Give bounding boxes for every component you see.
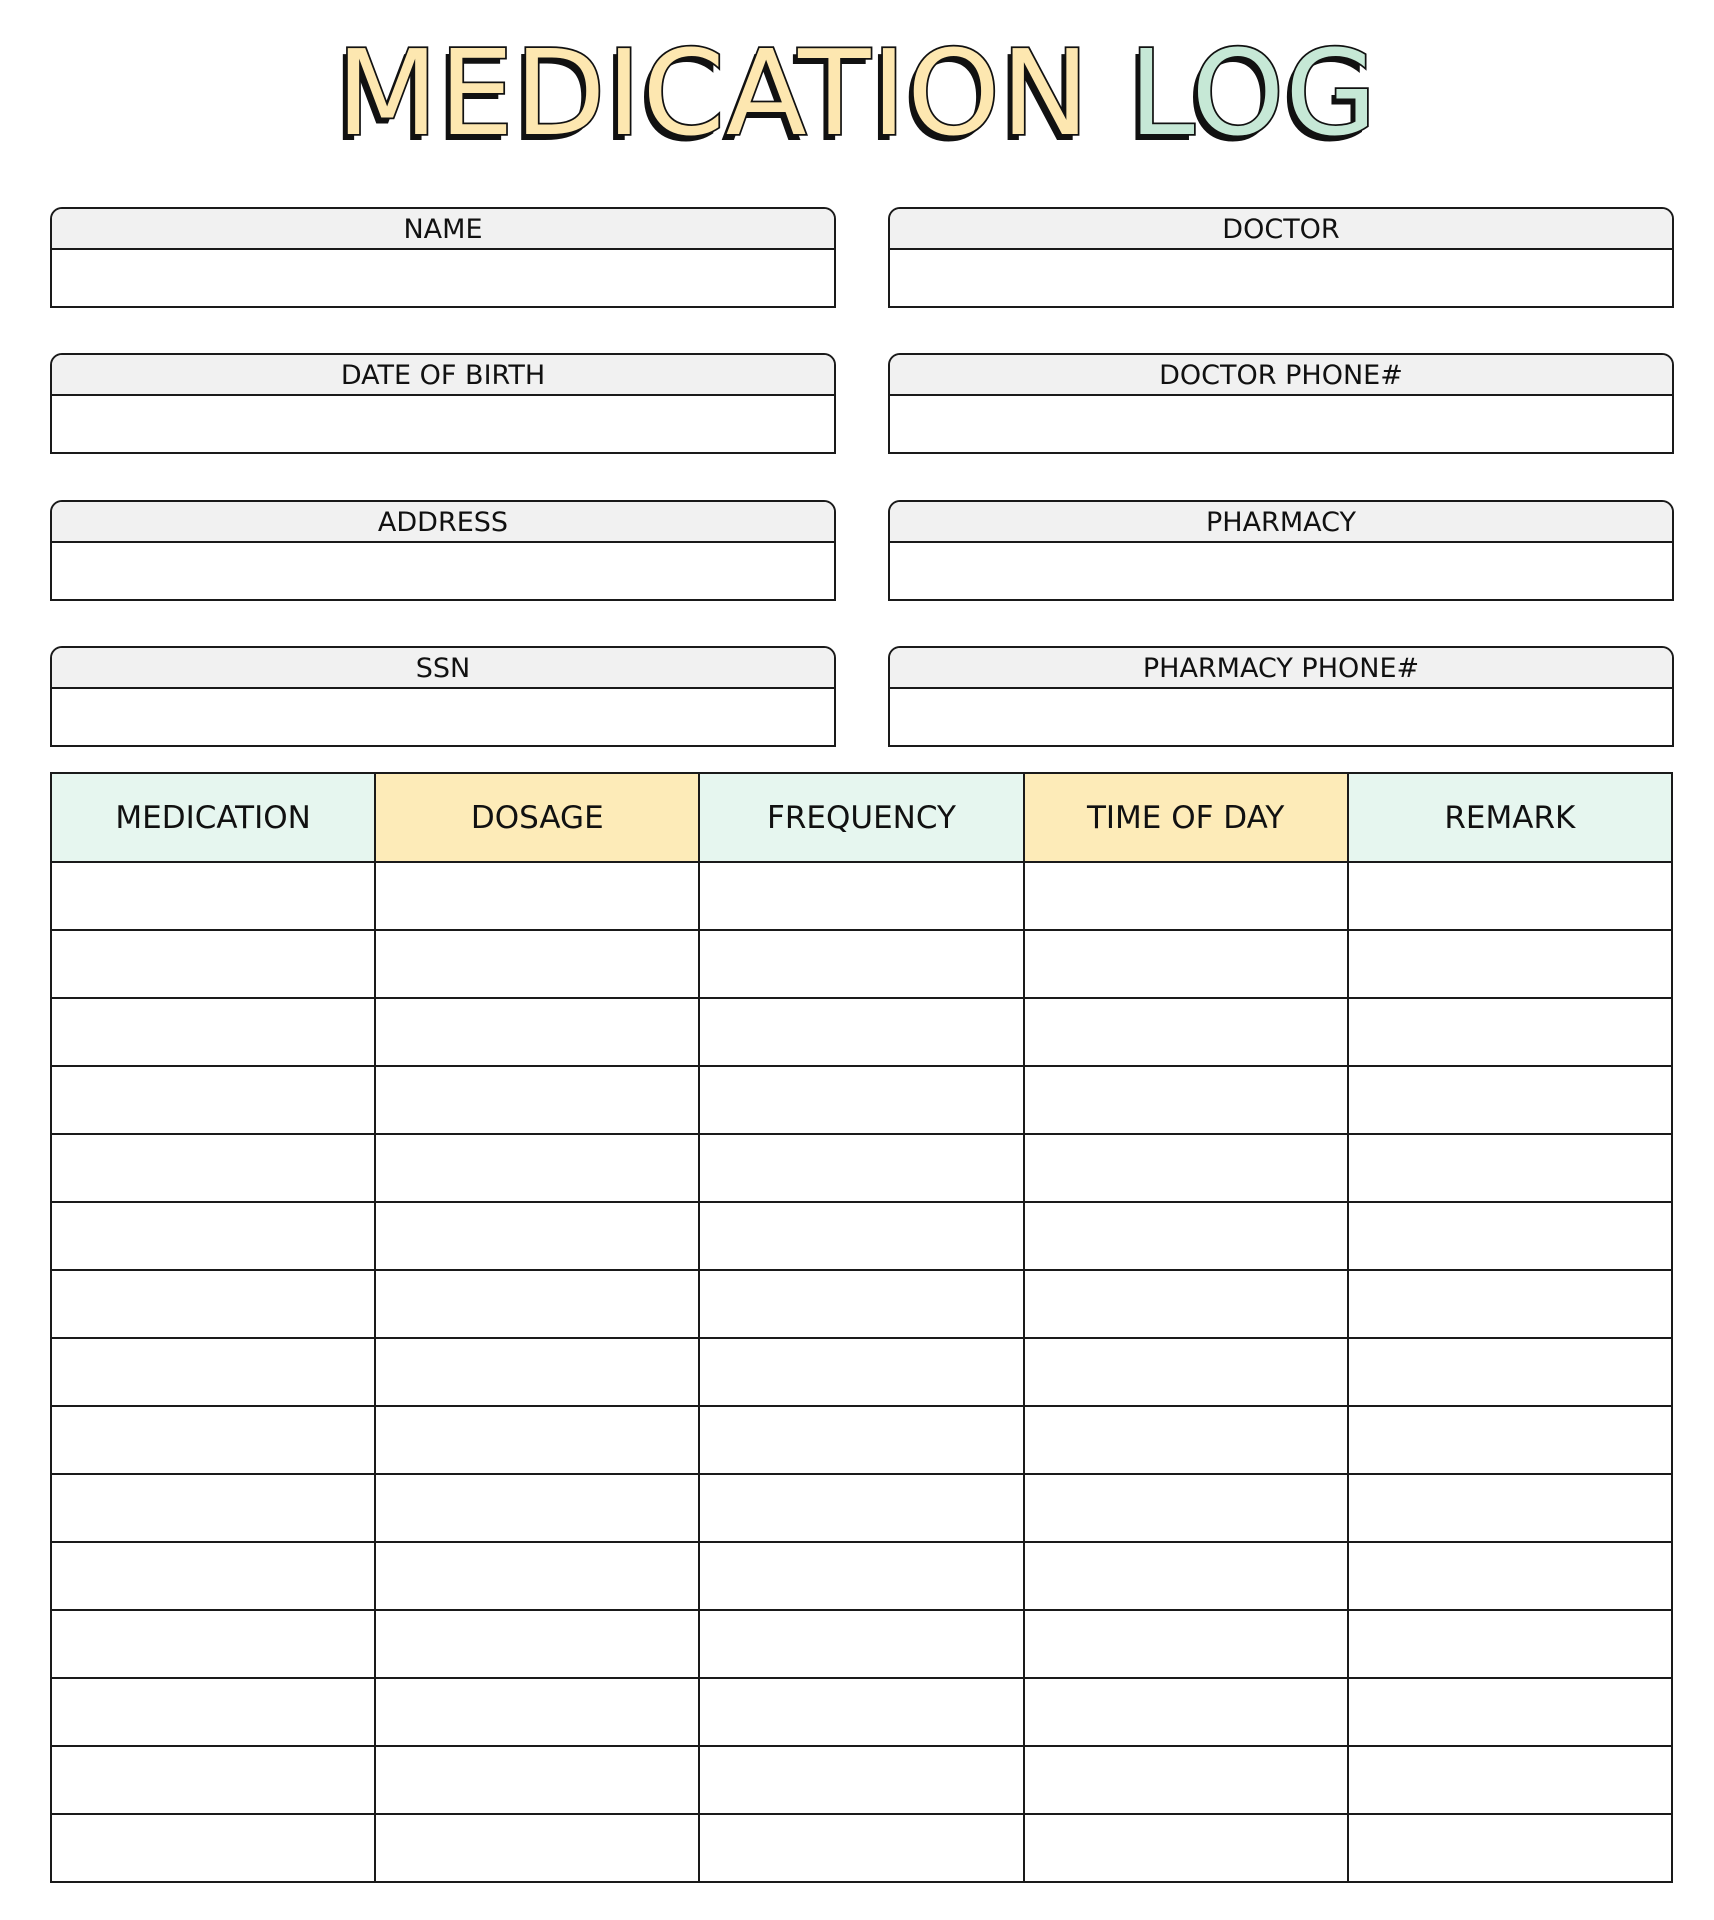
table-cell-dosage[interactable] <box>375 1406 699 1474</box>
table-cell-time-of-day[interactable] <box>1024 1610 1348 1678</box>
doctor-phone-field-label: DOCTOR PHONE# <box>890 355 1672 396</box>
table-cell-dosage[interactable] <box>375 1746 699 1814</box>
table-cell-medication[interactable] <box>51 1338 375 1406</box>
table-cell-frequency[interactable] <box>699 1814 1023 1882</box>
table-cell-dosage[interactable] <box>375 1474 699 1542</box>
ssn-field-label: SSN <box>52 648 834 689</box>
table-cell-frequency[interactable] <box>699 1746 1023 1814</box>
table-row <box>51 1610 1672 1678</box>
page-title-word-medication: MEDICATION <box>336 24 1091 162</box>
table-cell-time-of-day[interactable] <box>1024 1338 1348 1406</box>
table-cell-medication[interactable] <box>51 1746 375 1814</box>
table-cell-remark[interactable] <box>1348 1202 1672 1270</box>
table-cell-dosage[interactable] <box>375 1338 699 1406</box>
table-cell-frequency[interactable] <box>699 1542 1023 1610</box>
column-header-medication: MEDICATION <box>51 773 375 862</box>
table-cell-dosage[interactable] <box>375 998 699 1066</box>
table-cell-time-of-day[interactable] <box>1024 1134 1348 1202</box>
table-cell-dosage[interactable] <box>375 1134 699 1202</box>
table-cell-remark[interactable] <box>1348 862 1672 930</box>
table-row <box>51 1338 1672 1406</box>
medication-log-table <box>50 772 1673 1883</box>
table-row <box>51 1134 1672 1202</box>
address-field-label: ADDRESS <box>52 502 834 543</box>
table-cell-time-of-day[interactable] <box>1024 1542 1348 1610</box>
table-cell-medication[interactable] <box>51 1406 375 1474</box>
date-of-birth-input[interactable] <box>52 396 834 452</box>
doctor-field <box>888 207 1674 308</box>
table-cell-frequency[interactable] <box>699 1202 1023 1270</box>
table-cell-dosage[interactable] <box>375 1270 699 1338</box>
name-field <box>50 207 836 308</box>
table-cell-medication[interactable] <box>51 1610 375 1678</box>
date-of-birth-field <box>50 353 836 454</box>
pharmacy-phone-input[interactable] <box>890 689 1672 745</box>
pharmacy-field-label: PHARMACY <box>890 502 1672 543</box>
table-row <box>51 1678 1672 1746</box>
table-row <box>51 1746 1672 1814</box>
table-cell-remark[interactable] <box>1348 1134 1672 1202</box>
pharmacy-field <box>888 500 1674 601</box>
table-cell-medication[interactable] <box>51 862 375 930</box>
table-cell-dosage[interactable] <box>375 1066 699 1134</box>
table-cell-remark[interactable] <box>1348 1338 1672 1406</box>
table-cell-remark[interactable] <box>1348 1542 1672 1610</box>
date-of-birth-field-label: DATE OF BIRTH <box>52 355 834 396</box>
page-title-word-log: LOG <box>1128 24 1378 162</box>
table-cell-remark[interactable] <box>1348 1406 1672 1474</box>
table-cell-time-of-day[interactable] <box>1024 1814 1348 1882</box>
table-cell-remark[interactable] <box>1348 1746 1672 1814</box>
table-row <box>51 1814 1672 1882</box>
address-field <box>50 500 836 601</box>
table-body <box>51 862 1672 1882</box>
table-cell-frequency[interactable] <box>699 998 1023 1066</box>
column-header-frequency: FREQUENCY <box>699 773 1023 862</box>
table-cell-medication[interactable] <box>51 998 375 1066</box>
name-field-label: NAME <box>52 209 834 250</box>
table-cell-time-of-day[interactable] <box>1024 1746 1348 1814</box>
address-input[interactable] <box>52 543 834 599</box>
ssn-input[interactable] <box>52 689 834 745</box>
table-cell-frequency[interactable] <box>699 1270 1023 1338</box>
table-cell-time-of-day[interactable] <box>1024 862 1348 930</box>
table-cell-medication[interactable] <box>51 1542 375 1610</box>
table-cell-medication[interactable] <box>51 1134 375 1202</box>
table-cell-time-of-day[interactable] <box>1024 1406 1348 1474</box>
table-cell-time-of-day[interactable] <box>1024 1066 1348 1134</box>
table-cell-frequency[interactable] <box>699 1406 1023 1474</box>
table-cell-dosage[interactable] <box>375 1542 699 1610</box>
column-header-dosage: DOSAGE <box>375 773 699 862</box>
table-row <box>51 1202 1672 1270</box>
pharmacy-phone-field-label: PHARMACY PHONE# <box>890 648 1672 689</box>
table-cell-medication[interactable] <box>51 1678 375 1746</box>
table-cell-dosage[interactable] <box>375 930 699 998</box>
table-cell-remark[interactable] <box>1348 1270 1672 1338</box>
table-cell-frequency[interactable] <box>699 930 1023 998</box>
table-cell-frequency[interactable] <box>699 1610 1023 1678</box>
table-row <box>51 862 1672 930</box>
table-cell-medication[interactable] <box>51 930 375 998</box>
table-cell-remark[interactable] <box>1348 1678 1672 1746</box>
table-row <box>51 998 1672 1066</box>
doctor-input[interactable] <box>890 250 1672 306</box>
table-cell-time-of-day[interactable] <box>1024 1202 1348 1270</box>
column-header-remark: REMARK <box>1348 773 1672 862</box>
table-cell-remark[interactable] <box>1348 1474 1672 1542</box>
table-cell-time-of-day[interactable] <box>1024 1270 1348 1338</box>
table-cell-remark[interactable] <box>1348 1066 1672 1134</box>
table-row <box>51 1474 1672 1542</box>
table-cell-dosage[interactable] <box>375 1610 699 1678</box>
table-cell-frequency[interactable] <box>699 1338 1023 1406</box>
column-header-time-of-day: TIME OF DAY <box>1024 773 1348 862</box>
table-cell-medication[interactable] <box>51 1066 375 1134</box>
table-cell-remark[interactable] <box>1348 930 1672 998</box>
table-cell-frequency[interactable] <box>699 862 1023 930</box>
doctor-phone-field <box>888 353 1674 454</box>
table-row <box>51 1542 1672 1610</box>
table-cell-frequency[interactable] <box>699 1474 1023 1542</box>
table-cell-medication[interactable] <box>51 1814 375 1882</box>
table-cell-dosage[interactable] <box>375 1678 699 1746</box>
table-cell-frequency[interactable] <box>699 1678 1023 1746</box>
page-title <box>0 24 1714 162</box>
table-cell-dosage[interactable] <box>375 1814 699 1882</box>
table-cell-time-of-day[interactable] <box>1024 1474 1348 1542</box>
pharmacy-input[interactable] <box>890 543 1672 599</box>
table-cell-remark[interactable] <box>1348 1610 1672 1678</box>
doctor-field-label: DOCTOR <box>890 209 1672 250</box>
ssn-field <box>50 646 836 747</box>
doctor-phone-input[interactable] <box>890 396 1672 452</box>
table-cell-time-of-day[interactable] <box>1024 930 1348 998</box>
table-cell-time-of-day[interactable] <box>1024 1678 1348 1746</box>
table-cell-remark[interactable] <box>1348 998 1672 1066</box>
table-row <box>51 1406 1672 1474</box>
name-input[interactable] <box>52 250 834 306</box>
table-cell-frequency[interactable] <box>699 1066 1023 1134</box>
table-cell-dosage[interactable] <box>375 1202 699 1270</box>
table-row <box>51 930 1672 998</box>
table-cell-medication[interactable] <box>51 1270 375 1338</box>
pharmacy-phone-field <box>888 646 1674 747</box>
table-cell-frequency[interactable] <box>699 1134 1023 1202</box>
table-cell-medication[interactable] <box>51 1202 375 1270</box>
table-cell-dosage[interactable] <box>375 862 699 930</box>
table-row <box>51 1066 1672 1134</box>
table-cell-medication[interactable] <box>51 1474 375 1542</box>
table-cell-time-of-day[interactable] <box>1024 998 1348 1066</box>
table-row <box>51 1270 1672 1338</box>
table-cell-remark[interactable] <box>1348 1814 1672 1882</box>
table-header-row <box>51 773 1672 862</box>
